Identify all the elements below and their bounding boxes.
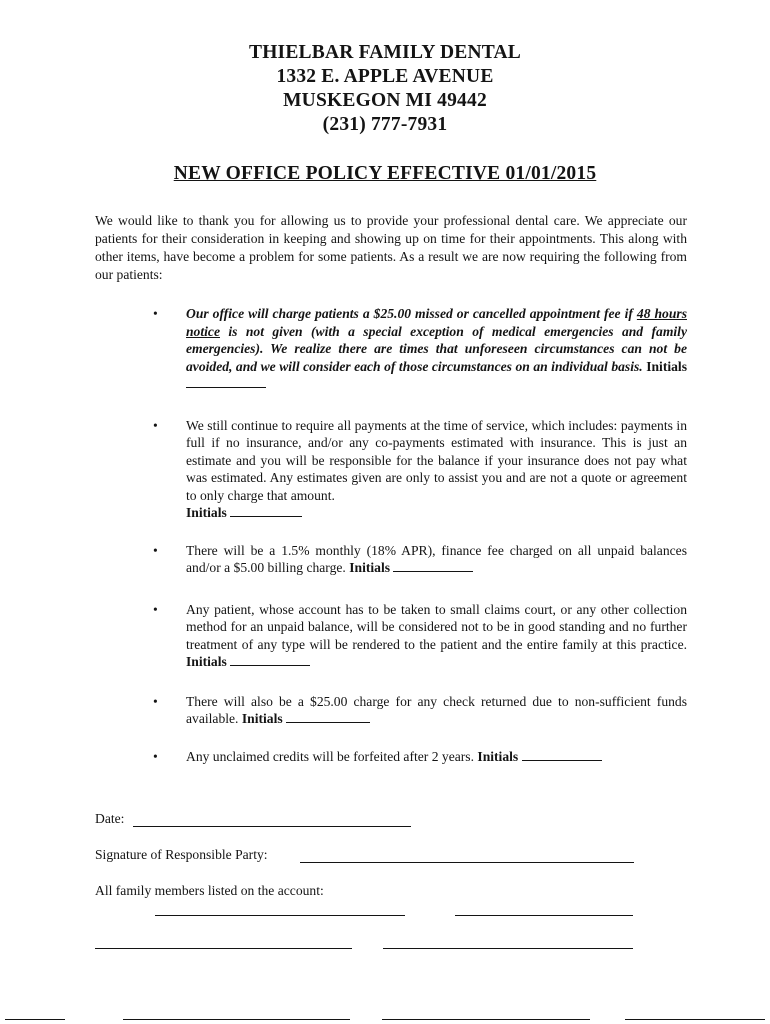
policy-title: NEW OFFICE POLICY EFFECTIVE 01/01/2015 [173,163,597,184]
initials-field[interactable] [230,653,310,666]
initials-field[interactable] [286,710,370,723]
signature-field[interactable] [300,862,634,863]
policy-item-unclaimed-credits [153,748,687,766]
family-member-field[interactable] [95,948,352,949]
initials-label: Initials [186,654,227,669]
policy-text: There will also be a $25.00 charge for any check returned due to non-sufficient funds available. [186,693,687,726]
policy-item-collections [153,601,687,671]
policy-text: Our office will charge patients a $25.00 missed or cancelled appointment fee if [186,306,637,321]
date-label: Date: [95,811,125,826]
bullet-icon: • [153,306,158,321]
policy-text: There will be a 1.5% monthly (18% APR), finance fee charged on all unpaid balances and/or a $5.00 billing charge. [186,542,687,575]
family-member-field[interactable] [625,1019,765,1020]
family-member-field[interactable] [383,948,633,949]
practice-city-state-zip: MUSKEGON MI 49442 [283,90,487,111]
practice-phone: (231) 777-7931 [322,114,448,135]
family-members-label: All family members listed on the account: [95,883,324,898]
bullet-icon: • [153,748,158,764]
policy-text-underlined: 48 hours notice [186,306,687,339]
policy-item-missed-appointment [153,305,687,393]
family-member-field[interactable] [123,1019,350,1020]
initials-label: Initials [241,711,283,726]
initials-label: Initials [477,748,519,764]
practice-street: 1332 E. APPLE AVENUE [276,66,494,87]
initials-field[interactable] [230,504,302,517]
initials-label: Initials [349,560,391,575]
policy-list [153,305,687,765]
practice-name: THIELBAR FAMILY DENTAL [248,42,522,63]
family-member-field[interactable] [382,1019,590,1020]
family-member-field[interactable] [455,915,633,916]
initials-label: Initials [186,505,227,520]
policy-text: Any patient, whose account has to be taken to small claims court, or any other collection method for an unpaid balance, will be considered not to be in good standing and no further treatment of any type will be rendered to the patient and the entire family at this practice. [186,601,687,652]
family-member-field[interactable] [155,915,405,916]
policy-item-finance-fee [153,542,687,577]
bullet-icon: • [153,693,158,709]
initials-field[interactable] [186,375,266,388]
bullet-icon: • [153,601,158,617]
intro-paragraph: We would like to thank you for allowing us to provide your professional dental care. We appreciate our patients for their consideration in keeping and showing up on time for their appointments. This along with other items, have become a problem for some patients. As a result we are now requiring the following from our patients: [95,213,687,282]
policy-item-returned-check [153,693,687,728]
practice-header [0,41,770,137]
policy-text: We still continue to require all payments at the time of service, which includes: payments in full if no insurance, and/or any co-payments estimated with insurance. This is just an estimate and you will be responsible for the balance if your insurance does not pay what was estimated. Any estimates given are only to assist you and are not a quote or agreement to only charge that amount. [186,417,687,503]
initials-field[interactable] [522,748,602,761]
initials-label: Initials [646,358,687,374]
signature-label: Signature of Responsible Party: [95,847,268,862]
bullet-icon: • [153,542,158,558]
policy-text: Any unclaimed credits will be forfeited after 2 years. [186,748,474,764]
policy-item-payment [153,417,687,522]
family-member-field[interactable] [5,1019,65,1020]
bullet-icon: • [153,417,158,433]
initials-field[interactable] [393,559,473,572]
policy-text: is not given (with a special exception of medical emergencies and family emergencies). We realize there are times that unforeseen circumstances can not be avoided, and we will consider each of those circumstances on an individual basis. [186,323,687,374]
date-field[interactable] [133,826,411,827]
